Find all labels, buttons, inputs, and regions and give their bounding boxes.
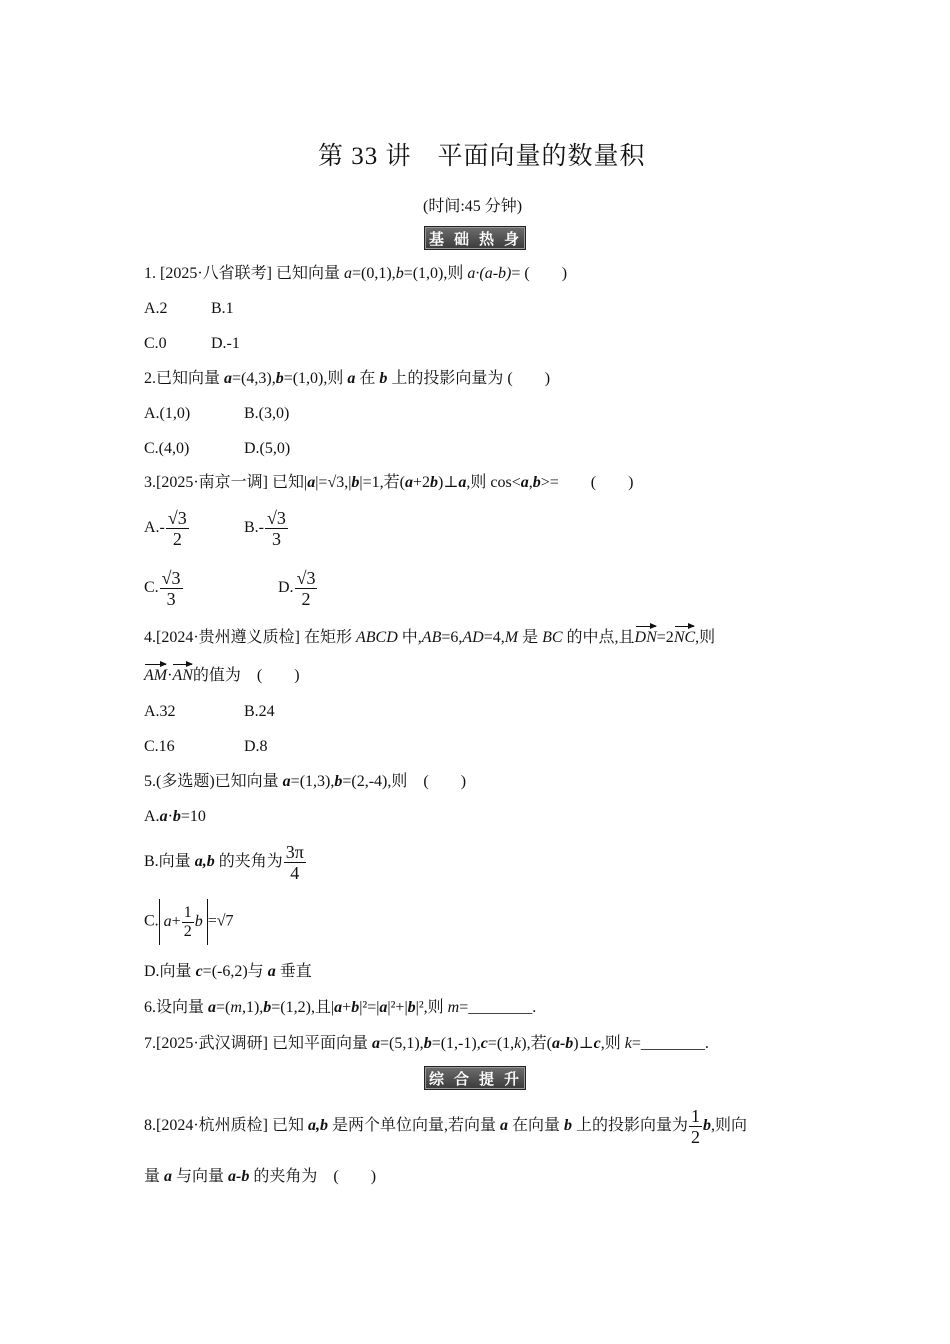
q1-option-a: A.2 <box>144 300 168 317</box>
question-7: 7.[2025·武汉调研] 已知平面向量 a=(5,1),b=(1,-1),c=(1,k),若(a-b)⊥c,则 k=________. <box>144 1035 709 1052</box>
q1-option-b: B.1 <box>211 300 234 317</box>
badge-char: 热 <box>478 231 496 248</box>
q3-option-a: A.- $\frac{√3}{2}$ <box>144 508 187 549</box>
badge-char: 升 <box>503 1071 521 1088</box>
question-5: 5.(多选题)已知向量 a=(1,3),b=(2,-4),则 ( ) <box>144 773 467 790</box>
question-1: 1. [2025·八省联考] 已知向量 a=(0,1),b=(1,0),则 a·(a-b)= ( ) <box>144 265 568 282</box>
question-4-line2: AM·AN的值为 ( ) <box>144 667 300 684</box>
q5-option-a: A.a·b=10 <box>144 808 206 825</box>
question-8-line2: 量 a 与向量 a-b 的夹角为 ( ) <box>144 1168 377 1185</box>
question-6: 6.设向量 a=(m,1),b=(1,2),且|a+b|²=|a|²+|b|²,则 m=________. <box>144 999 537 1016</box>
question-4: 4.[2024·贵州遵义质检] 在矩形 ABCD 中,AB=6,AD=4,M 是 BC 的中点,且DN=2NC,则 <box>144 629 716 646</box>
badge-char: 础 <box>453 231 471 248</box>
q4-option-c: C.16 <box>144 738 175 755</box>
badge-char: 基 <box>428 231 446 248</box>
q4-option-d: D.8 <box>244 738 268 755</box>
section-badge-advanced <box>424 1066 526 1090</box>
q4-option-b: B.24 <box>244 703 275 720</box>
q3-option-b: B.- $\frac{√3}{3}$ <box>244 508 286 549</box>
q5-option-b: B.向量 a,b 的夹角为 $\frac{3\pi}{4}$ <box>144 842 304 883</box>
magnitude-bars: a+ $\frac{1}{2}$ b <box>159 899 208 945</box>
q2-option-d: D.(5,0) <box>244 440 291 457</box>
badge-char: 提 <box>478 1071 496 1088</box>
q5-option-c: C. a+ $\frac{1}{2}$ b =√7 <box>144 899 234 945</box>
page-title: 第 33 讲 平面向量的数量积 <box>318 143 646 170</box>
q1-option-c: C.0 <box>144 335 167 352</box>
vector-nc: NC <box>673 629 696 646</box>
q1-option-d: D.-1 <box>211 335 240 352</box>
time-note: (时间:45 分钟) <box>423 198 523 215</box>
section-badge-basic <box>424 226 526 250</box>
badge-char: 身 <box>503 231 521 248</box>
vector-dn: DN <box>634 629 657 646</box>
vector-am: AM <box>144 667 168 684</box>
q4-option-a: A.32 <box>144 703 176 720</box>
q2-option-a: A.(1,0) <box>144 405 191 422</box>
q5-option-d: D.向量 c=(-6,2)与 a 垂直 <box>144 963 312 980</box>
q2-option-c: C.(4,0) <box>144 440 190 457</box>
question-2: 2.已知向量 a=(4,3),b=(1,0),则 a 在 b 上的投影向量为 ( ) <box>144 370 551 387</box>
question-3: 3.[2025·南京一调] 已知|a|=√3,|b|=1,若(a+2b)⊥a,则 cos<a,b>= ( ) <box>144 474 634 491</box>
q3-option-c: C. $\frac{√3}{3}$ <box>144 568 181 609</box>
question-8: 8.[2024·杭州质检] 已知 a,b 是两个单位向量,若向量 a 在向量 b 上的投影向量为 $\frac{1}{2}$ b,则向 <box>144 1106 748 1147</box>
q3-option-d: D. $\frac{√3}{2}$ <box>278 568 316 609</box>
badge-char: 合 <box>453 1071 471 1088</box>
badge-char: 综 <box>428 1071 446 1088</box>
q2-option-b: B.(3,0) <box>244 405 290 422</box>
vector-an: AN <box>172 667 193 684</box>
